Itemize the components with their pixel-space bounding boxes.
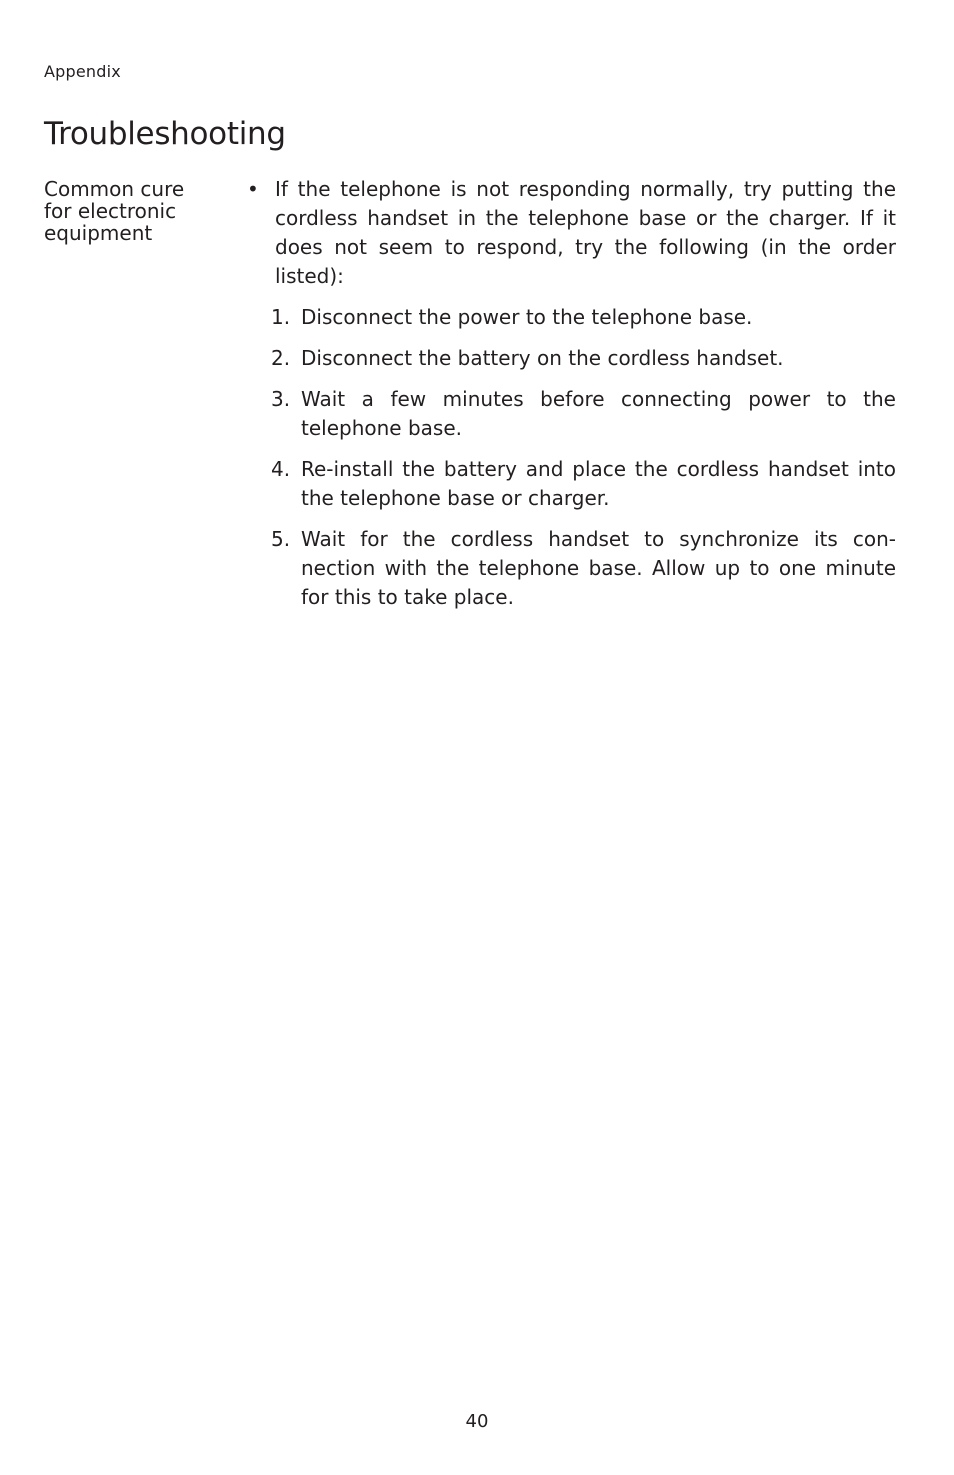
- troubleshooting-content: [247, 175, 896, 624]
- topic-heading-line: Common cure: [44, 177, 185, 201]
- step-number: 5.: [271, 527, 291, 551]
- topic-heading-line: for electronic: [44, 199, 177, 223]
- step-text: Disconnect the power to the telephone base.: [301, 305, 753, 329]
- step-item: [271, 344, 896, 373]
- step-item: [271, 525, 896, 612]
- section-label: Appendix: [44, 62, 121, 81]
- step-number: 1.: [271, 305, 291, 329]
- step-text: Re-install the battery and place the cordless handset into the telephone base or charger.: [301, 457, 896, 510]
- step-text: Wait a few minutes before connecting power to the telephone base.: [301, 387, 896, 440]
- bullet-text: If the telephone is not responding normally, try putting the cordless handset in the telephone base or the charger. If it does not seem to respond, try the following (in the order listed):: [275, 177, 896, 288]
- page-number: 40: [465, 1411, 489, 1432]
- step-item: [271, 303, 896, 332]
- steps-list: [247, 303, 896, 612]
- step-item: [271, 385, 896, 443]
- step-text: Disconnect the battery on the cordless handset.: [301, 346, 784, 370]
- step-number: 4.: [271, 457, 291, 481]
- step-item: [271, 455, 896, 513]
- step-number: 2.: [271, 346, 291, 370]
- page-title: Troubleshooting: [44, 116, 286, 152]
- bullet-icon: •: [247, 177, 259, 201]
- bullet-item: [247, 175, 896, 291]
- topic-heading-line: equipment: [44, 221, 153, 245]
- step-text: Wait for the cordless handset to synchronize its con-nection with the telephone base. Allow up to one minute for this to take place.: [301, 527, 896, 609]
- step-number: 3.: [271, 387, 291, 411]
- topic-heading: [44, 178, 224, 244]
